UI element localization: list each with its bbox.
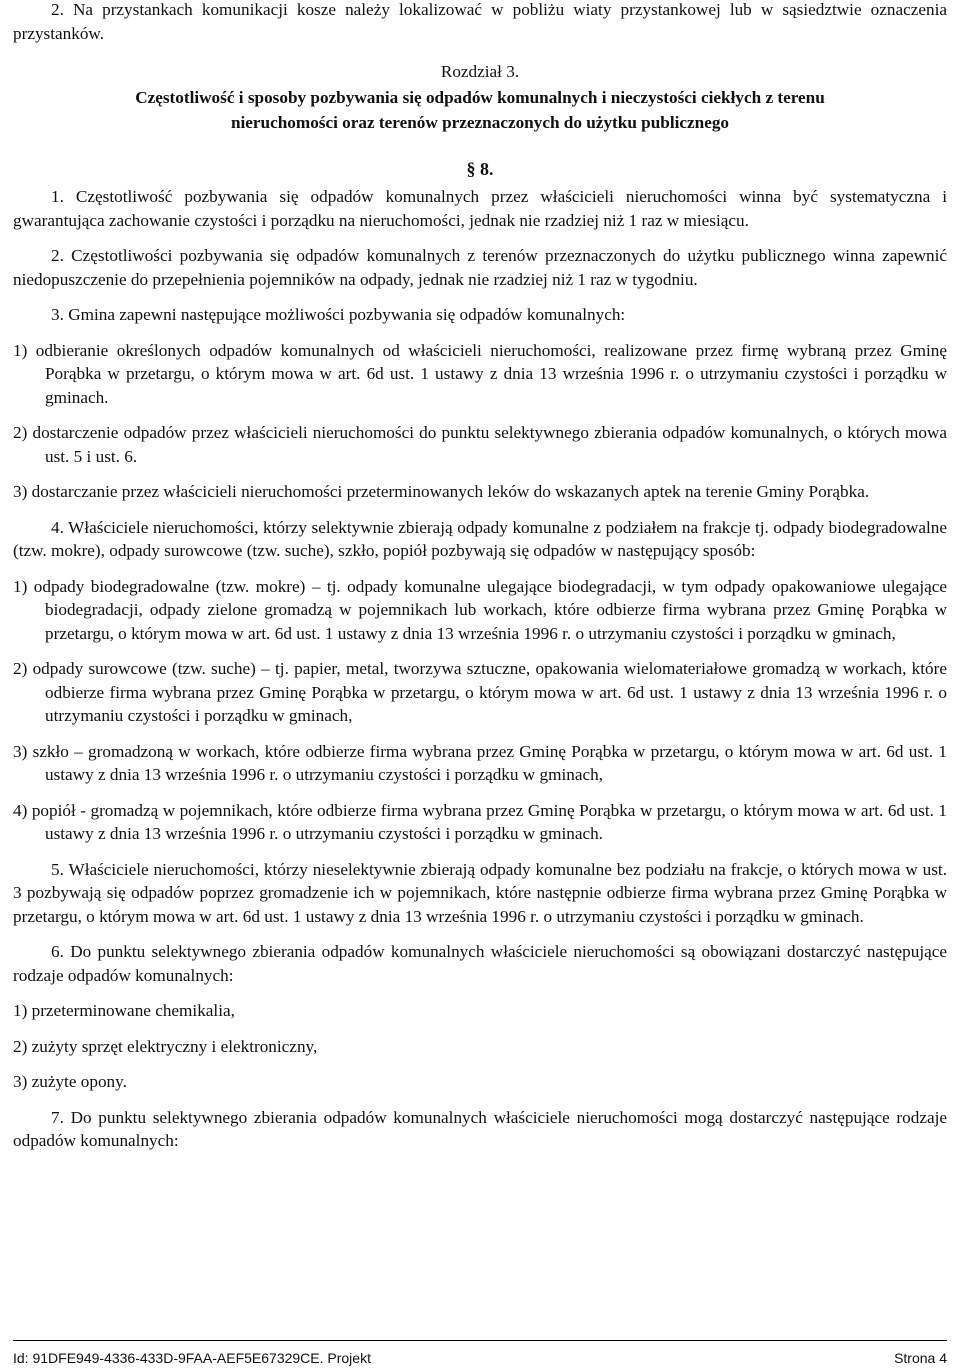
list-item: 2) dostarczenie odpadów przez właścicieli nieruchomości do punktu selektywnego zbierania odpadów komunalnych, o których mowa ust. 5 i ust. 6. (13, 423, 947, 466)
list-item: 1) odbieranie określonych odpadów komunalnych od właścicieli nieruchomości, realizowane przez firmę wybraną przez Gminę Porąbka w przetargu, o którym mowa w art. 6d ust. 1 ustawy z dnia 13 września 1996 r. o utrzymaniu czystości i porządku w gminach. (13, 340, 947, 407)
section-heading: § 8. (466, 158, 494, 179)
list-item: 3) szkło – gromadzoną w workach, które odbierze firma wybrana przez Gminę Porąbka w przetargu, o którym mowa w art. 6d ust. 1 ustawy z dnia 13 września 1996 r. o utrzymaniu czystości i porządku w gminach, (13, 741, 947, 784)
paragraph-6-list (13, 999, 947, 1094)
list-item: 3) dostarczanie przez właścicieli nieruchomości przeterminowanych leków do wskazanych aptek na terenie Gminy Porąbka. (13, 482, 870, 501)
paragraph-3-list (13, 339, 947, 504)
paragraph-4: 4. Właściciele nieruchomości, którzy selektywnie zbierają odpady komunalne z podziałem na frakcje tj. odpady biodegradowalne (tzw. mokre), odpady surowcowe (tzw. suche), szkło, popiół pozbywają się odpadów w następujący sposób: (13, 517, 947, 560)
chapter-label: Rozdział 3. (440, 62, 520, 81)
document-id: Id: 91DFE949-4336-433D-9FAA-AEF5E67329CE. Projekt (13, 1350, 371, 1366)
paragraph-5: 5. Właściciele nieruchomości, którzy nieselektywnie zbierają odpady komunalne bez podziału na frakcje, o których mowa w ust. 3 pozbywają się odpadów poprzez gromadzenie ich w pojemnikach, które następnie odbierze firma wybrana przez Gminę Porąbka w przetargu, o którym mowa w art. 6d ust. 1 ustawy z dnia 13 września 1996 r. o utrzymaniu czystości i porządku w gminach. (13, 859, 947, 926)
list-item: 4) popiół - gromadzą w pojemnikach, które odbierze firma wybrana przez Gminę Porąbka w przetargu, o którym mowa w art. 6d ust. 1 ustawy z dnia 13 września 1996 r. o utrzymaniu czystości i porządku w gminach. (13, 800, 947, 843)
chapter-title-line-1: Częstotliwość i sposoby pozbywania się odpadów komunalnych i nieczystości ciekłych z terenu (135, 87, 825, 107)
paragraph-4-list (13, 575, 947, 846)
paragraph-6: 6. Do punktu selektywnego zbierania odpadów komunalnych właściciele nieruchomości są obowiązani dostarczyć następujące rodzaje odpadów komunalnych: (13, 942, 947, 985)
list-item: 2) zużyty sprzęt elektryczny i elektroniczny, (13, 1036, 318, 1056)
paragraph-1: 1. Częstotliwość pozbywania się odpadów komunalnych przez właścicieli nieruchomości winna być systematyczna i gwarantująca zachowanie czystości i porządku na nieruchomości, jednak nie rzadziej niż 1 raz w miesiącu. (13, 187, 947, 230)
list-item: 1) przeterminowane chemikalia, (13, 1001, 235, 1020)
page-footer (13, 1340, 947, 1366)
page-number: Strona 4 (894, 1350, 947, 1366)
chapter-title-line-2: nieruchomości oraz terenów przeznaczonych do użytku publicznego (230, 113, 730, 132)
document-page (13, 0, 947, 1153)
list-item: 1) odpady biodegradowalne (tzw. mokre) – tj. odpady komunalne ulegające biodegradacji, w tym odpady opakowaniowe ulegające biodegradacji, odpady zielone gromadzą w pojemnikach lub workach, które odbierze firma wybrana przez Gminę Porąbka w przetargu, o którym mowa w art. 6d ust. 1 ustawy z dnia 13 września 1996 r. o utrzymaniu czystości i porządku w gminach, (13, 576, 947, 643)
list-item: 3) zużyte opony. (13, 1072, 127, 1091)
paragraph-2-bus-stops: 2. Na przystankach komunikacji kosze należy lokalizować w pobliżu wiaty przystankowej lub w sąsiedztwie oznaczenia przystanków. (13, 0, 947, 43)
paragraph-7: 7. Do punktu selektywnego zbierania odpadów komunalnych właściciele nieruchomości mogą dostarczyć następujące rodzaje odpadów komunalnych: (13, 1107, 947, 1150)
paragraph-3: 3. Gmina zapewni następujące możliwości pozbywania się odpadów komunalnych: (51, 305, 626, 324)
list-item: 2) odpady surowcowe (tzw. suche) – tj. papier, metal, tworzywa sztuczne, opakowania wielomateriałowe gromadzą w workach, które odbierze firma wybrana przez Gminę Porąbka w przetargu, o którym mowa w art. 6d ust. 1 ustawy z dnia 13 września 1996 r. o utrzymaniu czystości i porządku w gminach, (13, 659, 947, 725)
paragraph-2: 2. Częstotliwości pozbywania się odpadów komunalnych z terenów przeznaczonych do użytku publicznego winna zapewnić niedopuszczenie do przepełnienia pojemników na odpady, jednak nie rzadziej niż 1 raz w tygodniu. (13, 246, 947, 289)
